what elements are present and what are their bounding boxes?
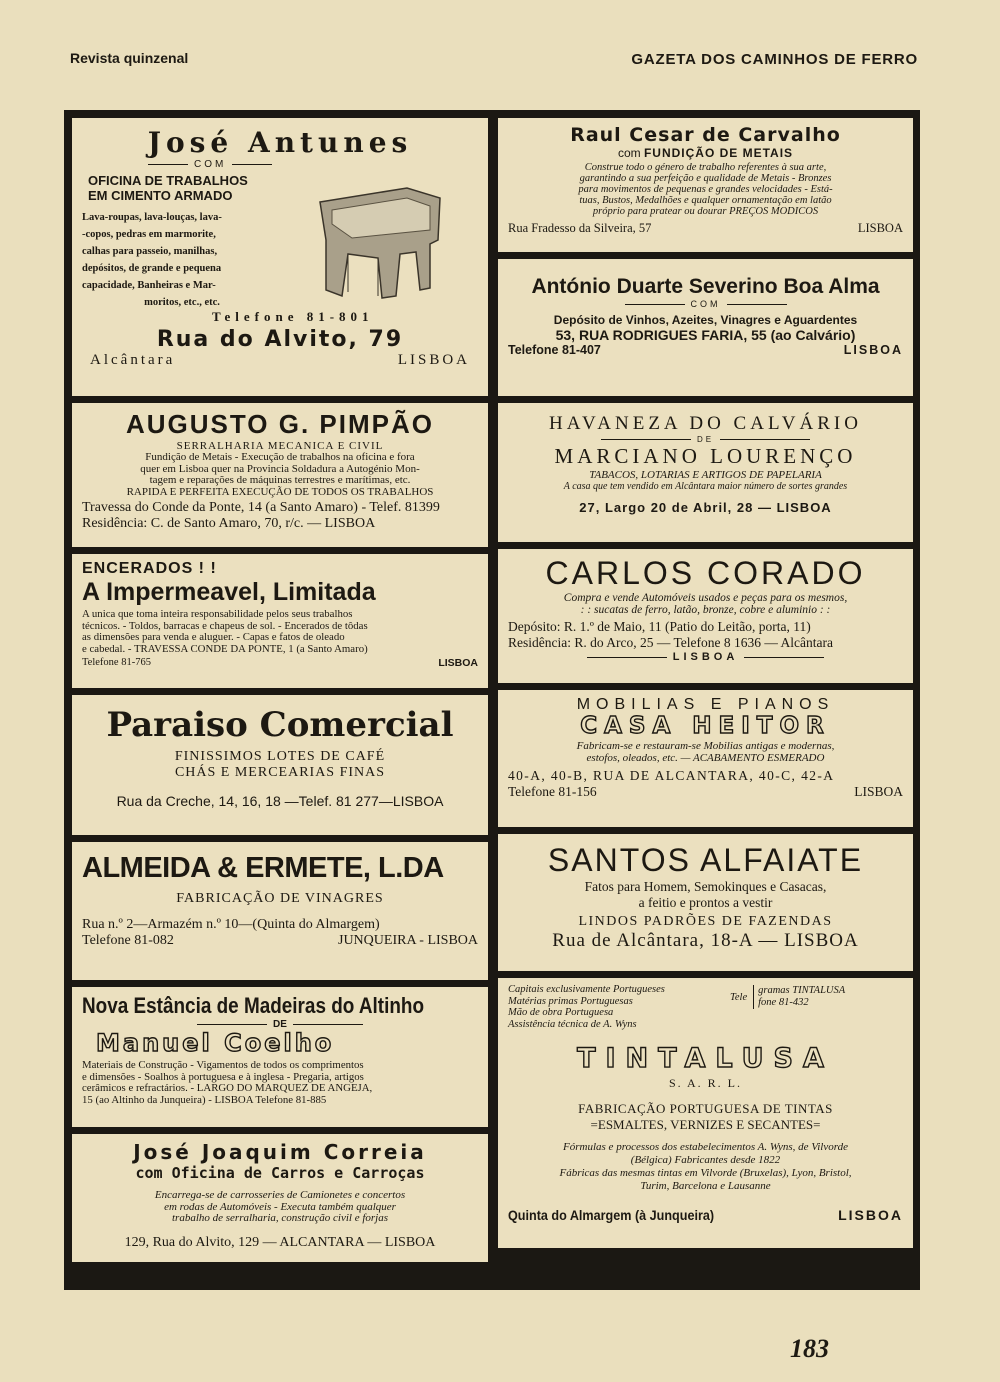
ad-subtitle: SERRALHARIA MECANICA E CIVIL <box>176 440 384 452</box>
ad-address: Rua da Creche, 14, 16, 18 —Telef. 81 277—LISBOA <box>116 793 444 809</box>
ad-description: Construe todo o género de trabalho referentes à sua arte, garantindo a sua perfeição e qualidade de Metais - Bronzes para movimentos de pequenas e grandes velocidades - Está- tuas, Bustos, Medalhões e qualquer ornamentação em latão próprio para pratear ou dourar PREÇOS MODICOS <box>578 162 833 217</box>
ad-line1: Fatos para Homem, Semokinques e Casacas, <box>584 879 827 894</box>
ad-paraiso-comercial <box>72 695 488 835</box>
ad-impermeavel <box>72 554 488 688</box>
ad-com: COM <box>142 159 478 170</box>
ad-address-2: Residência: C. de Santo Amaro, 70, r/c. — LISBOA <box>82 516 376 531</box>
ad-line1: TABACOS, LOTARIAS E ARTIGOS DE PAPELARIA <box>589 469 822 481</box>
ad-kicker: MOBILIAS E PIANOS <box>576 696 835 713</box>
ad-footer: Telefone 81-765 LISBOA <box>82 657 478 669</box>
ad-line2: : : sucatas de ferro, latão, bronze, cobre e aluminio : : <box>580 604 831 616</box>
ad-description: Fórmulas e processos dos estabelecimentos A. Wyns, de Vilvorde (Bélgica) Fabricantes desde 1822 Fábricas das mesmas tintas em Vilvorde (Bruxelas), Lyon, Bristol, Turim, Barcelona e Lausanne <box>559 1141 852 1192</box>
ad-title: Nova Estância de Madeiras do Altinho <box>82 993 425 1018</box>
ads-frame <box>64 110 920 1290</box>
ad-title: ALMEIDA & ERMETE, L.DA <box>82 852 444 884</box>
ad-title: A Impermeavel, Limitada <box>82 578 376 606</box>
ad-telegram: gramas TINTALUSA fone 81-432 <box>753 985 845 1009</box>
header-right: GAZETA DOS CAMINHOS DE FERRO <box>631 51 918 68</box>
ad-phone: Telefone 81-801 <box>212 309 374 324</box>
ad-address: Rua n.º 2—Armazém n.º 10—(Quinta do Almargem) <box>82 917 380 932</box>
ad-description: Lava-roupas, lava-louças, lava- -copos, pedras em marmorite, calhas para passeio, manilhas, depósitos, de grande e pequena capacidade, Banheiras e Mar- moritos, etc., etc. <box>82 212 222 308</box>
ad-city: LISBOA <box>508 651 903 663</box>
ad-casa-heitor <box>498 690 913 827</box>
ad-tele: Tele <box>730 991 748 1003</box>
ad-de: DE <box>508 435 903 444</box>
ad-owner: MARCIANO LOURENÇO <box>554 444 857 468</box>
ad-sarl: S. A. R. L. <box>668 1076 742 1090</box>
ad-line1: Fabricam-se e restauram-se Mobilias antigas e modernas, <box>576 740 835 752</box>
ad-line2: a feitio e prontos a vestir <box>638 895 773 910</box>
ad-footer: Telefone 81-156 LISBOA <box>508 784 903 799</box>
ad-address-1: Depósito: R. 1.º de Maio, 11 (Patio do Leitão, porta, 11) <box>508 619 811 634</box>
ad-line2: CHÁS E MERCEARIAS FINAS <box>174 765 386 780</box>
ad-line2: EM CIMENTO ARMADO <box>88 188 233 203</box>
ad-line1: OFICINA DE TRABALHOS <box>88 173 248 188</box>
ad-jose-antunes <box>72 118 488 396</box>
ad-line1: FINISSIMOS LOTES DE CAFÉ <box>174 749 386 764</box>
ad-carlos-corado <box>498 549 913 683</box>
ad-address-2: Residência: R. do Arco, 25 — Telefone 8 1636 — Alcântara <box>508 635 833 650</box>
ad-title: António Duarte Severino Boa Alma <box>531 275 880 298</box>
ad-title: José Joaquim Correia <box>133 1140 427 1164</box>
ad-title: CARLOS CORADO <box>545 555 866 591</box>
ad-com: COM <box>508 299 903 309</box>
ad-description: Fundição de Metais - Execução de trabalhos na oficina e fora quer em Lisboa quer na Provincia Soldadura a Autogénio Mon- tagem e reparações de máquinas terrestres e marítimas, etc. RAPIDA E PERFEITA EXECUÇÃO DE TODOS OS TRABALHOS <box>126 451 434 498</box>
ad-title: SANTOS ALFAIATE <box>547 842 864 878</box>
ad-title: AUGUSTO G. PIMPÃO <box>126 409 434 439</box>
ad-title: CASA HEITOR <box>580 713 831 739</box>
washtub-image <box>312 180 444 308</box>
page-number: 183 <box>790 1334 829 1363</box>
ad-line3: LINDOS PADRÕES DE FAZENDAS <box>578 914 833 929</box>
ad-line1: FABRICAÇÃO PORTUGUESA DE TINTAS <box>578 1101 833 1116</box>
ad-tintalusa <box>498 978 913 1248</box>
ad-augusto-pimpao <box>72 403 488 547</box>
ad-left-lines: Capitais exclusivamente Portugueses Matérias primas Portuguesas Mão de obra Portuguesa Assistência técnica de A. Wyns <box>508 984 665 1030</box>
ad-nova-estancia <box>72 987 488 1127</box>
ad-footer: Rua Fradesso da Silveira, 57 LISBOA <box>508 221 903 235</box>
ad-line2: 53, RUA RODRIGUES FARIA, 55 (ao Calvário) <box>555 327 856 343</box>
ad-title: TINTALUSA <box>577 1043 834 1074</box>
ad-subtitle: FABRICAÇÃO DE VINAGRES <box>176 891 384 906</box>
ad-subtitle: com Oficina de Carros e Carroças <box>135 1164 425 1182</box>
right-column <box>498 118 913 1248</box>
ad-havaneza <box>498 403 913 542</box>
ad-footer: Quinta do Almargem (à Junqueira) LISBOA <box>508 1207 903 1223</box>
ad-antonio-duarte <box>498 259 913 396</box>
left-column <box>72 118 488 1262</box>
ad-raul-cesar <box>498 118 913 252</box>
ad-owner: Manuel Coelho <box>96 1029 335 1057</box>
ad-line2: =ESMALTES, VERNIZES E SECANTES= <box>590 1117 821 1132</box>
ad-kicker: ENCERADOS ! ! <box>82 560 217 577</box>
ad-description: A unica que toma inteira responsabilidade pelos seus trabalhos técnicos. - Toldos, barracas e chapeus de sol. - Encerados de tôdas as dimensões para venda e aluguer. - Capas e fatos de oleado e cabedal. - TRAVESSA CONDE DA PONTE, 1 (a Santo Amaro) <box>82 608 368 655</box>
ad-de: DE <box>82 1019 478 1030</box>
ad-address: 40-A, 40-B, RUA DE ALCANTARA, 40-C, 42-A <box>508 768 835 783</box>
ad-address-1: Travessa do Conde da Ponte, 14 (a Santo Amaro) - Telef. 81399 <box>82 500 440 515</box>
ad-almeida-ermete <box>72 842 488 980</box>
ad-title: HAVANEZA DO CALVÁRIO <box>549 413 862 434</box>
ad-description: Encarrega-se de carrosseries de Camionetes e concertos em rodas de Automóveis - Executa também qualquer trabalho de serralharia, construção civil e forjas <box>154 1189 406 1224</box>
ad-location: Alcântara LISBOA <box>90 352 470 368</box>
ad-footer: Telefone 81-082 JUNQUEIRA - LISBOA <box>82 933 478 948</box>
ad-line2: A casa que tem vendido em Alcântara maior número de sortes grandes <box>563 481 848 492</box>
ad-title: Paraiso Comercial <box>106 705 454 745</box>
ad-title: José Antunes <box>147 126 413 159</box>
ad-address: Rua de Alcântara, 18-A — LISBOA <box>552 930 859 951</box>
ad-title: Raul Cesar de Carvalho <box>570 124 841 146</box>
ad-top-block <box>508 984 903 1030</box>
ad-description: Materiais de Construção - Vigamentos de todos os comprimentos e dimensões - Soalhos à portuguesa e à inglesa - Pregaria, artigos cerâmicos e refractários. - LARGO DO MARQUEZ DE ANGEJA, 15 (ao Altinho da Junqueira) - LISBOA Telefone 81-885 <box>82 1059 373 1106</box>
header-left: Revista quinzenal <box>70 50 189 66</box>
ad-jose-joaquim-correia <box>72 1134 488 1262</box>
ad-line2: estofos, oleados, etc. — ACABAMENTO ESMERADO <box>586 752 825 764</box>
ad-footer: Telefone 81-407 LISBOA <box>508 343 903 357</box>
ad-santos-alfaiate <box>498 834 913 971</box>
ad-address: 27, Largo 20 de Abril, 28 — LISBOA <box>579 500 832 515</box>
ad-subtitle: com FUNDIÇÃO DE METAIS <box>617 146 794 160</box>
ad-address: Rua do Alvito, 79 <box>156 327 404 352</box>
ad-line1: Depósito de Vinhos, Azeites, Vinagres e Aguardentes <box>553 313 858 327</box>
ad-address: 129, Rua do Alvito, 129 — ALCANTARA — LISBOA <box>124 1234 436 1250</box>
ad-line1: Compra e vende Automóveis usados e peças para os mesmos, <box>563 592 848 604</box>
